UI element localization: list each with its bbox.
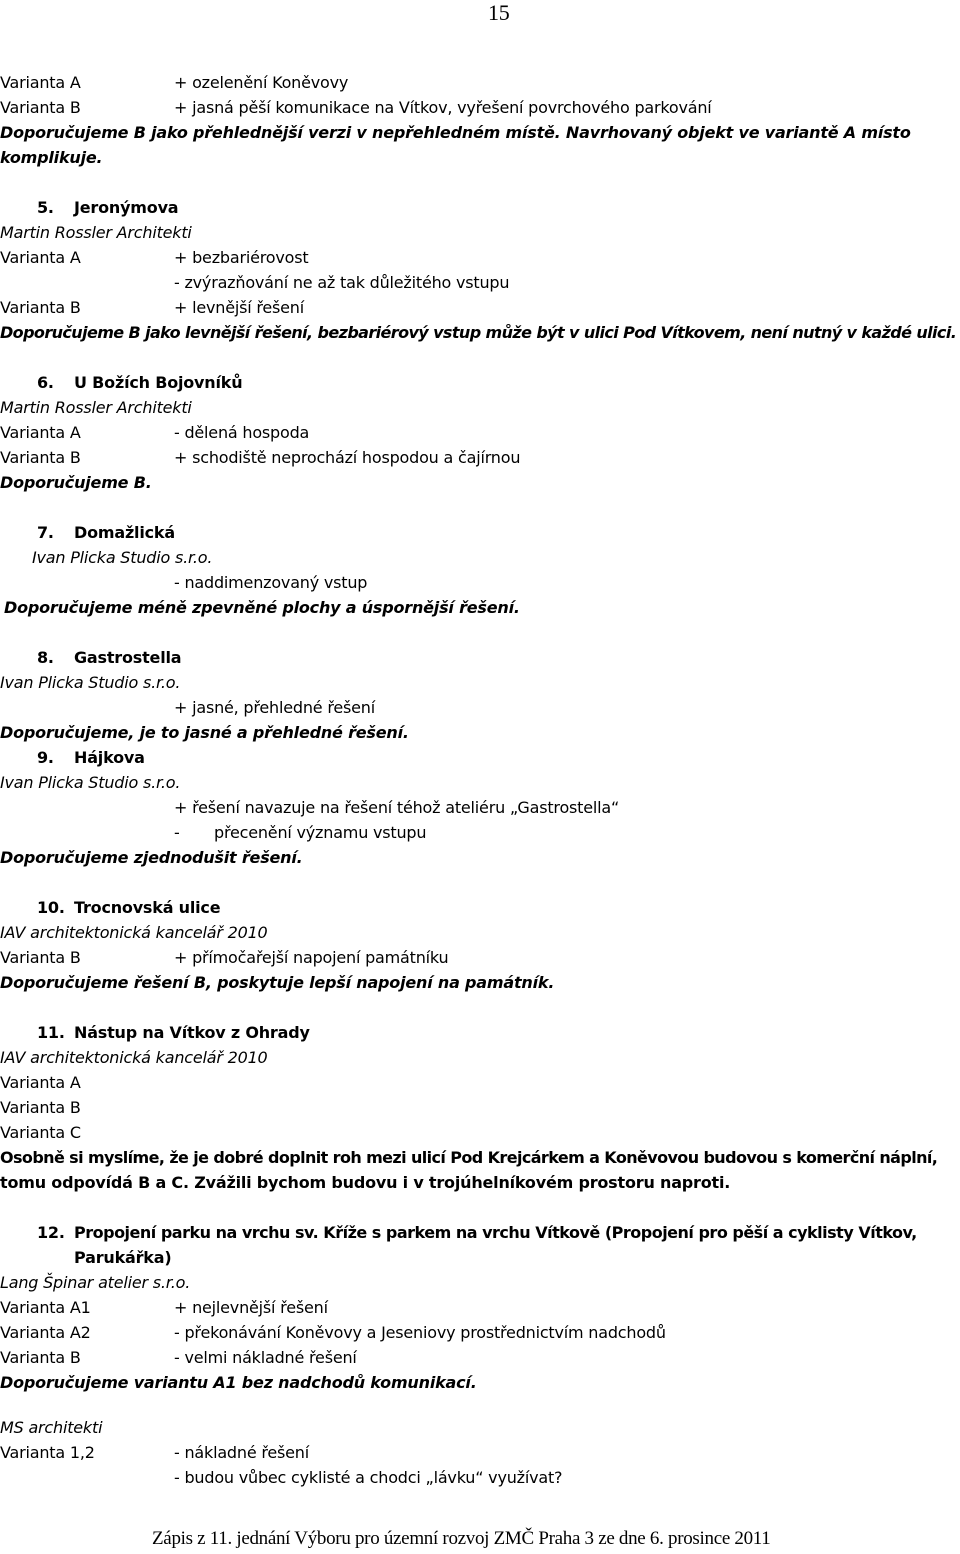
architect-firm: Ivan Plicka Studio s.r.o.	[0, 773, 181, 792]
variant-b-label: Varianta B	[0, 1098, 81, 1117]
variant-a-label: Varianta A	[0, 423, 81, 442]
section-title: U Božích Bojovníků	[74, 373, 243, 392]
variant-a-label: Varianta A	[0, 248, 81, 267]
variant-a-text: + bezbariérovost	[174, 248, 309, 267]
variant-b-text: + přímočařejší napojení památníku	[174, 948, 449, 967]
variant-b-label: Varianta B	[0, 298, 81, 317]
section-title: Gastrostella	[74, 648, 182, 667]
variant-b-label: Varianta B	[0, 98, 81, 117]
evaluation-text: + řešení navazuje na řešení téhož ateliéru „Gastrostella“	[174, 798, 620, 817]
variant-a1-label: Varianta A1	[0, 1298, 91, 1317]
recommendation: Doporučujeme variantu A1 bez nadchodů komunikací.	[0, 1373, 477, 1392]
variant-b-label: Varianta B	[0, 1348, 81, 1367]
section-title-cont: Parukářka)	[74, 1248, 172, 1267]
variant-b-label: Varianta B	[0, 448, 81, 467]
section-number: 6.	[37, 373, 54, 392]
section-number: 5.	[37, 198, 54, 217]
section-number: 10.	[37, 898, 65, 917]
recommendation: Doporučujeme B.	[0, 473, 152, 492]
variant-b-text: + levnější řešení	[174, 298, 304, 317]
architect-firm: IAV architektonická kancelář 2010	[0, 1048, 268, 1067]
variant-a-text: + ozelenění Koněvovy	[174, 73, 349, 92]
variant-a-text: - dělená hospoda	[174, 423, 310, 442]
section-title: Jeronýmova	[74, 198, 179, 217]
section-title: Propojení parku na vrchu sv. Kříže s parkem na vrchu Vítkově (Propojení pro pěší a cyklisty Vítkov,	[74, 1223, 917, 1242]
section-title: Domažlická	[74, 523, 175, 542]
section-number: 11.	[37, 1023, 65, 1042]
section-number: 9.	[37, 748, 54, 767]
variant-c-label: Varianta C	[0, 1123, 81, 1142]
architect-firm: MS architekti	[0, 1418, 103, 1437]
variant-label: Varianta 1,2	[0, 1443, 95, 1462]
variant-b-label: Varianta B	[0, 948, 81, 967]
variant-b-text: + jasná pěší komunikace na Vítkov, vyřešení povrchového parkování	[174, 98, 712, 117]
architect-firm: IAV architektonická kancelář 2010	[0, 923, 268, 942]
recommendation-cont: komplikuje.	[0, 148, 103, 167]
recommendation: Doporučujeme, je to jasné a přehledné řešení.	[0, 723, 409, 742]
section-title: Nástup na Vítkov z Ohrady	[74, 1023, 310, 1042]
recommendation: Doporučujeme méně zpevněné plochy a úspornější řešení.	[4, 598, 520, 617]
evaluation-dash: -	[174, 823, 180, 842]
variant-a1-text: + nejlevnější řešení	[174, 1298, 328, 1317]
variant-text: - nákladné řešení	[174, 1443, 309, 1462]
variant-b-text: - velmi nákladné řešení	[174, 1348, 357, 1367]
variant-b-text: + schodiště neprochází hospodou a čajírnou	[174, 448, 521, 467]
architect-firm: Ivan Plicka Studio s.r.o.	[0, 673, 181, 692]
evaluation-text-2: přecenění významu vstupu	[214, 823, 427, 842]
variant-a-text-2: - zvýrazňování ne až tak důležitého vstupu	[174, 273, 510, 292]
evaluation-text: + jasné, přehledné řešení	[174, 698, 375, 717]
page-number: 15	[488, 0, 510, 25]
section-number: 12.	[37, 1223, 65, 1242]
recommendation: Doporučujeme řešení B, poskytuje lepší napojení na památník.	[0, 973, 555, 992]
variant-text-2: - budou vůbec cyklisté a chodci „lávku“ využívat?	[174, 1468, 563, 1487]
recommendation: Osobně si myslíme, že je dobré doplnit roh mezi ulicí Pod Krejcárkem a Koněvovou budovou s komerční náplní,	[0, 1148, 938, 1167]
variant-a-label: Varianta A	[0, 1073, 81, 1092]
architect-firm: Ivan Plicka Studio s.r.o.	[32, 548, 213, 567]
page-footer: Zápis z 11. jednání Výboru pro územní rozvoj ZMČ Praha 3 ze dne 6. prosince 2011	[152, 1528, 771, 1549]
recommendation: Doporučujeme zjednodušit řešení.	[0, 848, 303, 867]
recommendation: Doporučujeme B jako přehlednější verzi v nepřehledném místě. Navrhovaný objekt ve variantě A místo	[0, 123, 911, 142]
architect-firm: Lang Špinar atelier s.r.o.	[0, 1273, 191, 1292]
section-title: Hájkova	[74, 748, 145, 767]
section-number: 8.	[37, 648, 54, 667]
architect-firm: Martin Rossler Architekti	[0, 223, 192, 242]
section-number: 7.	[37, 523, 54, 542]
recommendation-cont: tomu odpovídá B a C. Zvážili bychom budovu i v trojúhelníkovém prostoru naproti.	[0, 1173, 731, 1192]
variant-a2-label: Varianta A2	[0, 1323, 91, 1342]
recommendation: Doporučujeme B jako levnější řešení, bezbariérový vstup může být v ulici Pod Vítkovem, není nutný v každé ulici.	[0, 323, 957, 342]
evaluation-text: - naddimenzovaný vstup	[174, 573, 368, 592]
section-title: Trocnovská ulice	[74, 898, 221, 917]
variant-a2-text: - překonávání Koněvovy a Jeseniovy prostřednictvím nadchodů	[174, 1323, 666, 1342]
variant-a-label: Varianta A	[0, 73, 81, 92]
architect-firm: Martin Rossler Architekti	[0, 398, 192, 417]
